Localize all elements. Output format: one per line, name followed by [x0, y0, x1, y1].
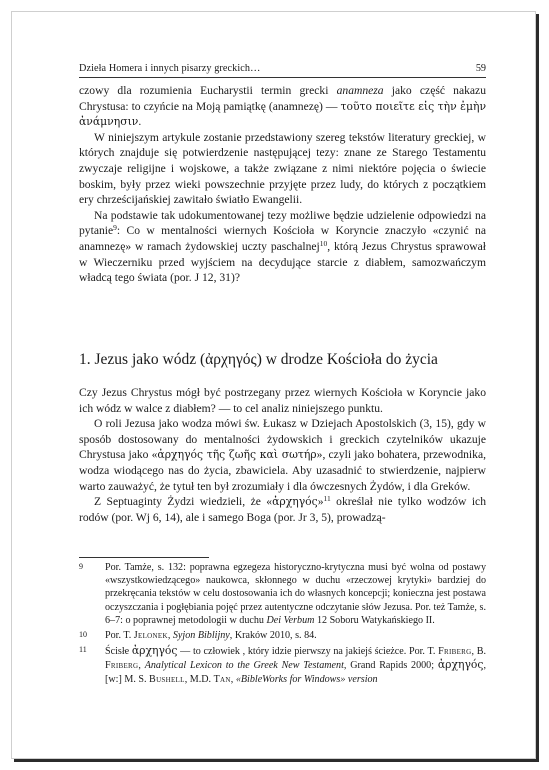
footnote-9: 9 Por. Tamże, s. 132: poprawna egzegeza historyczno-krytyczna musi być wolna od postawy «wszystkowiedzącego» naukowca, skłonnego w duchu «rzeczowej krytyki» bardziej do przekręcania tekstów w celu dostosowania ich do własnych koncepcji; konieczna jest postawa oczyszczania i pogłębiania pojęć przez autentyczne odczytanie słów Jezusa. Por. też Tamże, s. 6–7: o poprawnej metodologii w duchu Dei Verbum 12 Soboru Watykańskiego II. — [79, 562, 486, 626]
term-anamneza: anamneza — [336, 84, 384, 97]
body-text-section — [79, 385, 486, 525]
footnote-ref-9: 9 — [113, 223, 117, 233]
title-syjon: Syjon Biblijny — [172, 630, 230, 642]
paragraph-3: Na podstawie tak udokumentowanej tezy możliwe będzie udzielenie odpowiedzi na pytanie$^9$: Co w mentalności wiernych Kościoła w Koryncie znaczyło «czynić na anamnezę» w ramach żydowskiej uczty paschalnej$^{10}$, którą Jezus Chrystus sprawował w Wieczerniku przed wyjściem na decydujące starcie z diabłem, samozwańczym władcą tego świata (por. J 12, 31)? — [79, 208, 486, 285]
footnote-ref-10: 10 — [319, 238, 328, 248]
paragraph-2: W niniejszym artykule zostanie przedstawiony szereg tekstów literatury greckiej, w których znajduje się potwierdzenie następującej tezy: znane ze Starego Testamentu zwyczaje religijne i wojskowe, a także związane z nimi niektóre pojęcia o świecie boskim, były przez wieki powszechnie przyjęte przez ludy, do których z początkiem ery chrześcijańskiej zawitało światło Ewangelii. — [79, 130, 486, 207]
footnote-ref-11: 11 — [323, 494, 331, 504]
footnote-number: 11 — [79, 645, 87, 655]
footnote-rule — [79, 557, 209, 558]
body-text-top — [79, 83, 486, 286]
paragraph-4: Czy Jezus Chrystus mógł być postrzegany przez wiernych Kościoła w Koryncie jako ich wódz w walce z diabłem? — to cel analiz niniejszego punktu. — [79, 386, 486, 415]
footnote-10: 10 Por. T. Jelonek, Syjon Biblijny, Kraków 2010, s. 84. — [79, 630, 317, 642]
paragraph-1: czowy dla rozumienia Eucharystii termin grecki anamneza jako część nakazu Chrystusa: to czyńcie na Moją pamiątkę (anamnezę) — τοῦτο ποιεῖτε εἰς τὴν ἐμὴν ἀνάμνησιν. — [79, 84, 487, 129]
title-lexicon: Analytical Lexicon to the Greek New Testament — [144, 660, 344, 672]
footnote-number: 9 — [79, 562, 83, 571]
footnote-11: 11 Ścisłe ἀρχηγός — to człowiek , który idzie pierwszy na jakiejś ścieżce. Por. T. Friberg, B. Friberg, Analytical Lexicon to the Greek New Testament, Grand Rapids 2000; ἀρχηγός, [w:] M. S. Bushell, M.D. Tan, «BibleWorks for Windows» version — [79, 644, 487, 685]
title-dei-verbum: Dei Verbum — [266, 614, 315, 626]
footnote-number: 10 — [79, 630, 87, 640]
greek-title: ἀρχηγός τῆς ζωῆς καὶ σωτήρ — [157, 448, 317, 462]
greek-word: ἀρχηγός — [272, 495, 318, 509]
paragraph-6: Z Septuaginty Żydzi wiedzieli, że «ἀρχηγός»$^{11}$ określał nie tylko wodzów ich rodów (por. Wj 6, 14), ale i samego Boga (por. Jr 3, 5), prowadzą- — [79, 494, 486, 524]
header-rule — [79, 77, 486, 78]
footnotes — [79, 561, 486, 688]
greek-quote: τοῦτο ποιεῖτε εἰς τὴν ἐμὴν ἀνάμνησιν — [79, 99, 487, 129]
running-head-title: Dzieła Homera i innych pisarzy greckich… — [79, 63, 261, 74]
paragraph-5: O roli Jezusa jako wodza mówi św. Łukasz w Dziejach Apostolskich (3, 15), gdy w sposób dostosowany do mentalności żydowskich i greckich czytelników ukazuje Chrystusa jako «ἀρχηγός τῆς ζωῆς καὶ σωτήρ», czyli jako bohatera, przewodnika, wodza wiodącego nas do życia, zbawiciela. Aby uzasadnić to stwierdzenie, najpierw warto zauważyć, że tytuł ten był zrozumiały i dla ówczesnych Żydów, i dla Greków. — [79, 417, 486, 493]
section-heading: 1. Jezus jako wódz (ἀρχηγός) w drodze Kościoła do życia — [79, 351, 438, 368]
title-bibleworks: «BibleWorks for Windows» version — [235, 673, 378, 685]
page-number: 59 — [475, 63, 486, 74]
